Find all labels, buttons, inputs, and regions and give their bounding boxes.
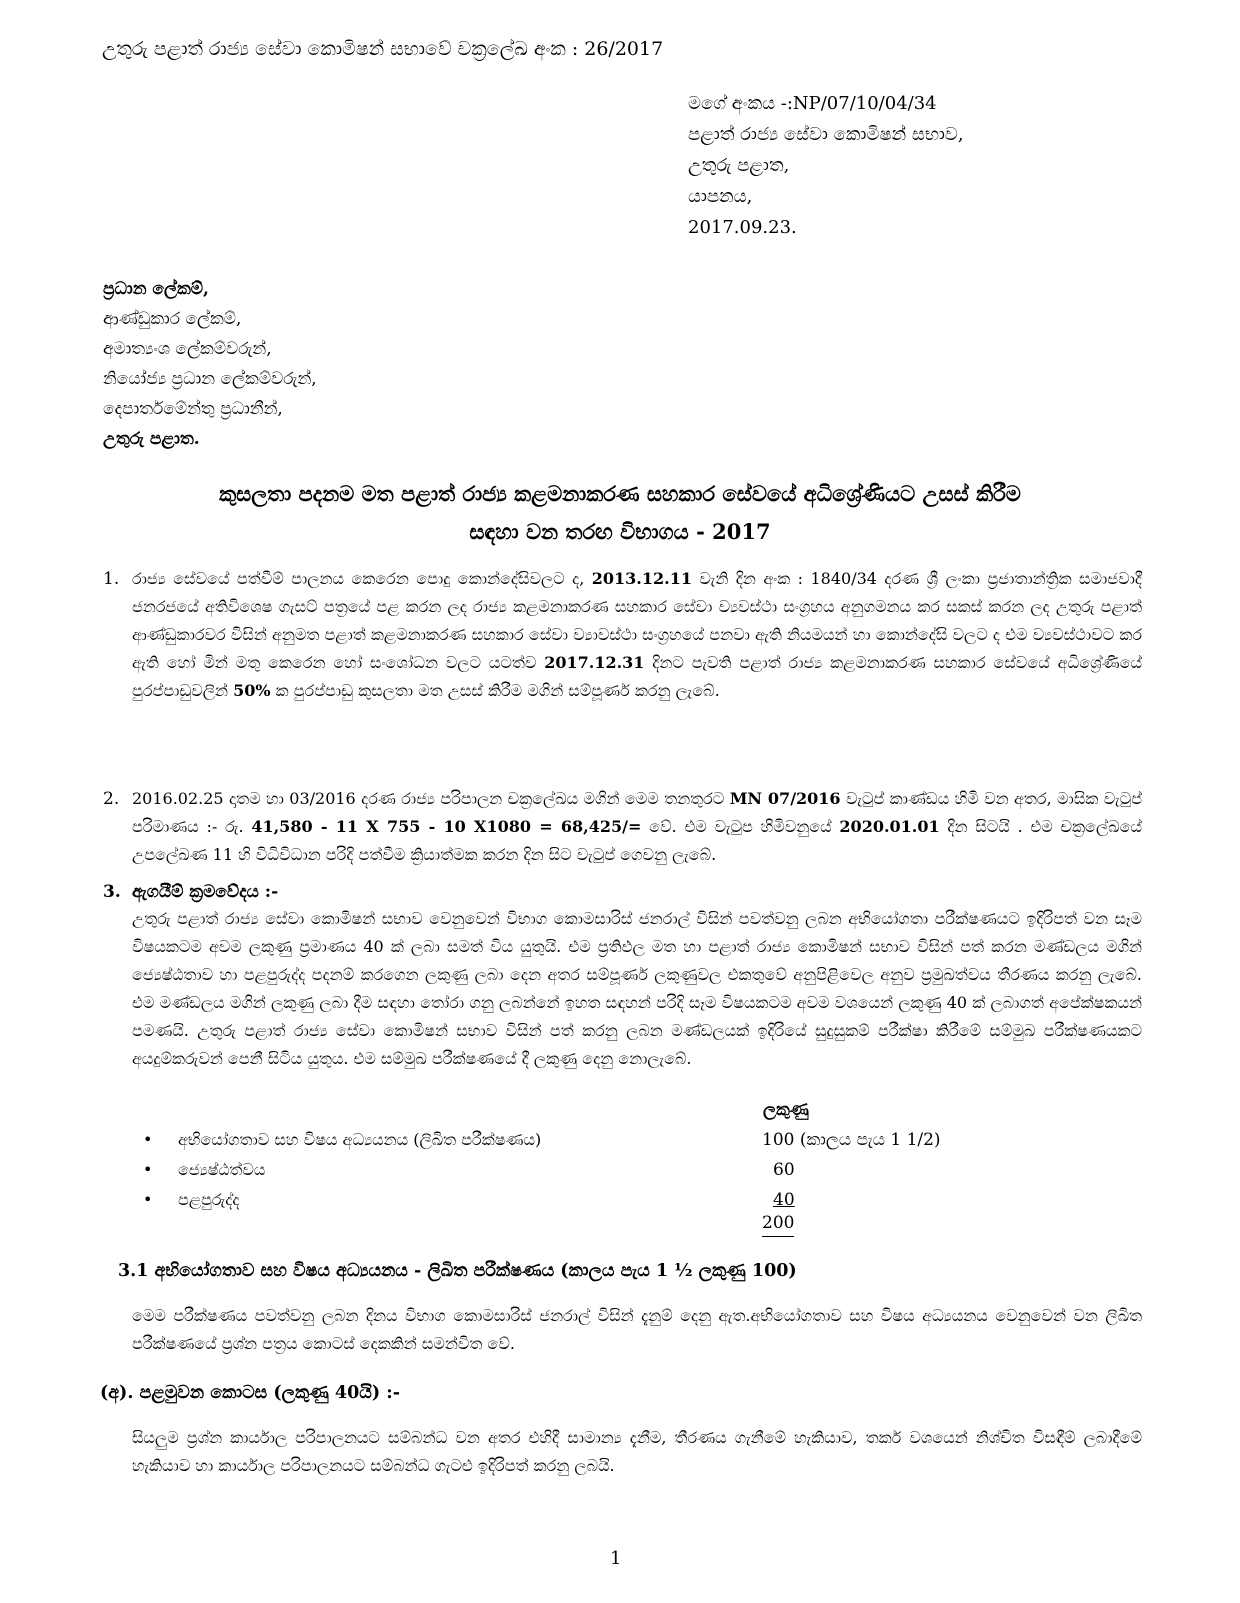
section-2-text: වේ. එම වැටුප හිමිවනුයේ [641, 817, 840, 836]
section-2-number: 2. [103, 789, 120, 809]
gazette-date: 2013.12.11 [591, 569, 692, 588]
sender-reference-number: මගේ අංකය -:NP/07/10/04/34 [688, 93, 937, 114]
part-a-heading: (අ). පළමුවන කොටස (ලකුණු 40යි) :- [100, 1383, 400, 1403]
circular-reference: උතුරු පළාත් රාජ්‍ය සේවා කොමිෂන් සභාවේ චක්‍රලේඛ අංක : 26/2017 [102, 38, 664, 60]
part-a-paragraph: සියලුම ප්‍රශ්න කාර්යාල පරිපාලනයට සම්බන්ධ වන අතර එහිදී සාමාන්‍ය දැනීම, තීරණය ගැනීමේ හැකියාව, තර්ක වශයෙන් නිශ්චිත විසඳීම් ලබාදීමේ හැකියාව හා කාර්යාල පරිපාලනයට සම්බන්ධ ගැටළු ඉදිරිපත් කරනු ලබයි. [132, 1428, 1142, 1475]
section-1-text: රාජ්‍ය සේවයේ පත්වීම් පාලනය කෙරෙන පොදු කොන්දේසිවලට ද, [132, 569, 592, 588]
bullet-glyph: • [143, 1160, 153, 1179]
bullet-glyph: • [143, 1190, 153, 1209]
marks-total: 200 [762, 1210, 794, 1237]
salary-scale: 41,580 - 11 X 755 - 10 X1080 = 68,425/= [251, 817, 642, 836]
letter-date: 2017.09.23. [688, 217, 797, 238]
vacancy-date: 2017.12.31 [544, 653, 645, 672]
section-1-text: ක පුරප්පාඩු කුසලතා මත උසස් කිරීම මගින් සම්පූර්ණ කරනු ලැබේ. [270, 681, 720, 700]
document-title-line-1: කුසලතා පදනම මත පළාත් රාජ්‍ය කළමනාකරණ සහකාර සේවයේ අධිශ්‍රේණියට උසස් කිරීම [219, 481, 1021, 506]
recipient-line: නියෝජ්‍ය ප්‍රධාන ලේකම්වරුන්, [103, 369, 317, 389]
section-1-text: වැනි දින අංක : 1840/34 දරණ ශ්‍රී ලංකා ප්‍රජාතාන්ත්‍රික සමාජවාදී ජනරජයේ අතිවිශෙෂ ගැසට් පත්‍රයේ පළ කරන ලද රාජ්‍ය කළමනාකරණ සහකාර සේවා ව්‍යවස්ථා සංග්‍රහය අනුගමනය කර සකස් කරන ලද උතුරු පළාත් ආණ්ඩුකාරවර විසින් අනුමත පළාත් කළමනාකරණ සහකාර සේවා ව්‍යාවස්ථා සංග්‍රහයේ පනවා ඇති නියමයන් හා කොන්දේසි වලට ද එම ව්‍යවස්ථාවට කර ඇති හෝ මින් මතු කෙරෙන හෝ සංශෝධන වලට යටත්ව [132, 569, 1142, 672]
section-2-text: දින සිටයි . එම චක්‍රලේඛයේ උපලේඛණ 11 හි විධිවිධාන පරිදි පත්වීම ක්‍රියාත්මක කරන දින සිට වැටුප් ගෙවනු ලැබේ. [132, 817, 1142, 864]
section-2-text: 2016.02.25 දාතම හා 03/2016 දරණ රාජ්‍ය පරිපාලන චක්‍රලේඛය මගින් මෙම තනතුරට [132, 789, 730, 808]
salary-effective-date: 2020.01.01 [839, 817, 940, 836]
page-number: 1 [610, 1548, 622, 1569]
sender-province: උතුරු පළාත, [688, 155, 790, 176]
section-1-text: දිනට පැවති පළාත් රාජ්‍ය කළමනාකරණ සහකාර සේවයේ අධිශ්‍රේණියේ පුරප්පාඩුවලින් [132, 653, 1142, 700]
recipient-line: දෙපාර්තමේන්තු ප්‍රධානීන්, [103, 399, 283, 419]
sender-city: යාපනය, [688, 186, 753, 207]
recipient-line: ආණ්ඩුකාර ලේකම්, [103, 309, 242, 329]
vacancy-percentage: 50% [233, 681, 271, 700]
marks-column-header: ලකුණු [763, 1100, 809, 1120]
section-2-paragraph [132, 785, 1142, 869]
section-3-paragraph: උතුරු පළාත් රාජ්‍ය සේවා කොමිෂන් සභාව වෙනුවෙන් විභාග කොමසාරිස් ජනරාල් විසින් පවත්වනු ලබන අභියෝගතා පරීක්ෂණයට ඉදිරිපත් වන සෑම විෂයකටම අවම ලකුණු ප්‍රමාණය 40 ක් ලබා සමත් විය යුතුයි. එම ප්‍රතිඵල මත හා පළාත් රාජ්‍ය කොමිෂන් සභාව විසින් පත් කරන මණ්ඩලය මගින් ජ්‍යෙෂ්ඨතාව හා පළපුරුද්ද පදනම් කරගෙන ලකුණු ලබා දෙන අතර සම්පූර්ණ ලකුණුවල එකතුවේ අනුපිළිවෙල අනුව ප්‍රමුඛත්වය තීරණය කරනු ලැබේ. එම මණ්ඩලය මගින් ලකුණු ලබා දීම සඳහා තෝරා ගනු ලබන්නේ ඉහත සඳහන් පරිදි සෑම විෂයකටම අවම වශයෙන් ලකුණු 40 ක් ලබාගත් අපේක්ෂකයන් පමණයි. උතුරු පළාත් රාජ්‍ය සේවා කොමිෂන් සභාව විසින් පත් කරනු ලබන මණ්ඩලයක් ඉදිරියේ සුදුසුකම් පරීක්ෂා කිරීමේ සම්මුඛ පරීක්ෂණයකට අයදුම්කරුවන් පෙනී සිටිය යුතුය. එම සම්මුඛ පරීක්ෂණයේ දී ලකුණු දෙනු නොලැබේ. [132, 909, 1142, 1068]
marks-item-value: 40 [773, 1190, 795, 1210]
sender-office: පළාත් රාජ්‍ය සේවා කොමිෂන් සභාව, [688, 124, 964, 145]
bullet-glyph: • [143, 1130, 153, 1149]
recipient-line: ප්‍රධාන ලේකම්, [103, 279, 209, 299]
recipient-line: අමාත්‍යංශ ලේකම්වරුන්, [103, 339, 272, 359]
section-2-text: වැටුප් කාණ්ඩය හිමි වන අතර, මාසික වැටුප් පරිමාණය :- රු. [132, 789, 1143, 836]
section-3-1-paragraph: මෙම පරීක්ෂණය පවත්වනු ලබන දිනය විභාග කොමසාරිස් ජනරාල් විසින් දැනුම් දෙනු ඇත.අභියෝගතාව සහ විෂය අධ්‍යයනය වෙනුවෙන් වන ලිඛිත පරීක්ෂණයේ ප්‍රශ්න පත්‍රය කොටස් දෙකකින් සමන්විත වේ. [132, 1306, 1142, 1353]
salary-code: MN 07/2016 [729, 789, 841, 808]
recipient-line: උතුරු පළාත. [103, 429, 200, 449]
document-title-line-2: සඳහා වන තරඟ විභාගය - 2017 [469, 519, 771, 544]
marks-item-value: 100 (කාලය පැය 1 1/2) [762, 1130, 941, 1150]
marks-item-label: ජ්‍යෙෂ්ඨත්වය [178, 1160, 266, 1179]
marks-item-value: 60 [773, 1160, 795, 1180]
section-3-1-heading: 3.1 අභියෝගතාව සහ විෂය අධ්‍යයනය - ලිඛිත පරීක්ෂණය (කාලය පැය 1 ½ ලකුණු 100) [118, 1261, 797, 1281]
recipients-block [103, 274, 317, 454]
section-3-heading: ඇගයීම් ක්‍රමවේදය :- [132, 882, 279, 902]
section-1-number: 1. [103, 569, 120, 589]
sender-address-block [688, 88, 964, 243]
section-1-paragraph [132, 565, 1142, 705]
section-3-number: 3. [103, 882, 121, 902]
marks-item-label: අභියෝගතාව සහ විෂය අධ්‍යයනය (ලිඛිත පරීක්ෂණය) [178, 1130, 542, 1149]
marks-item-label: පළපුරුද්ද [178, 1190, 240, 1209]
